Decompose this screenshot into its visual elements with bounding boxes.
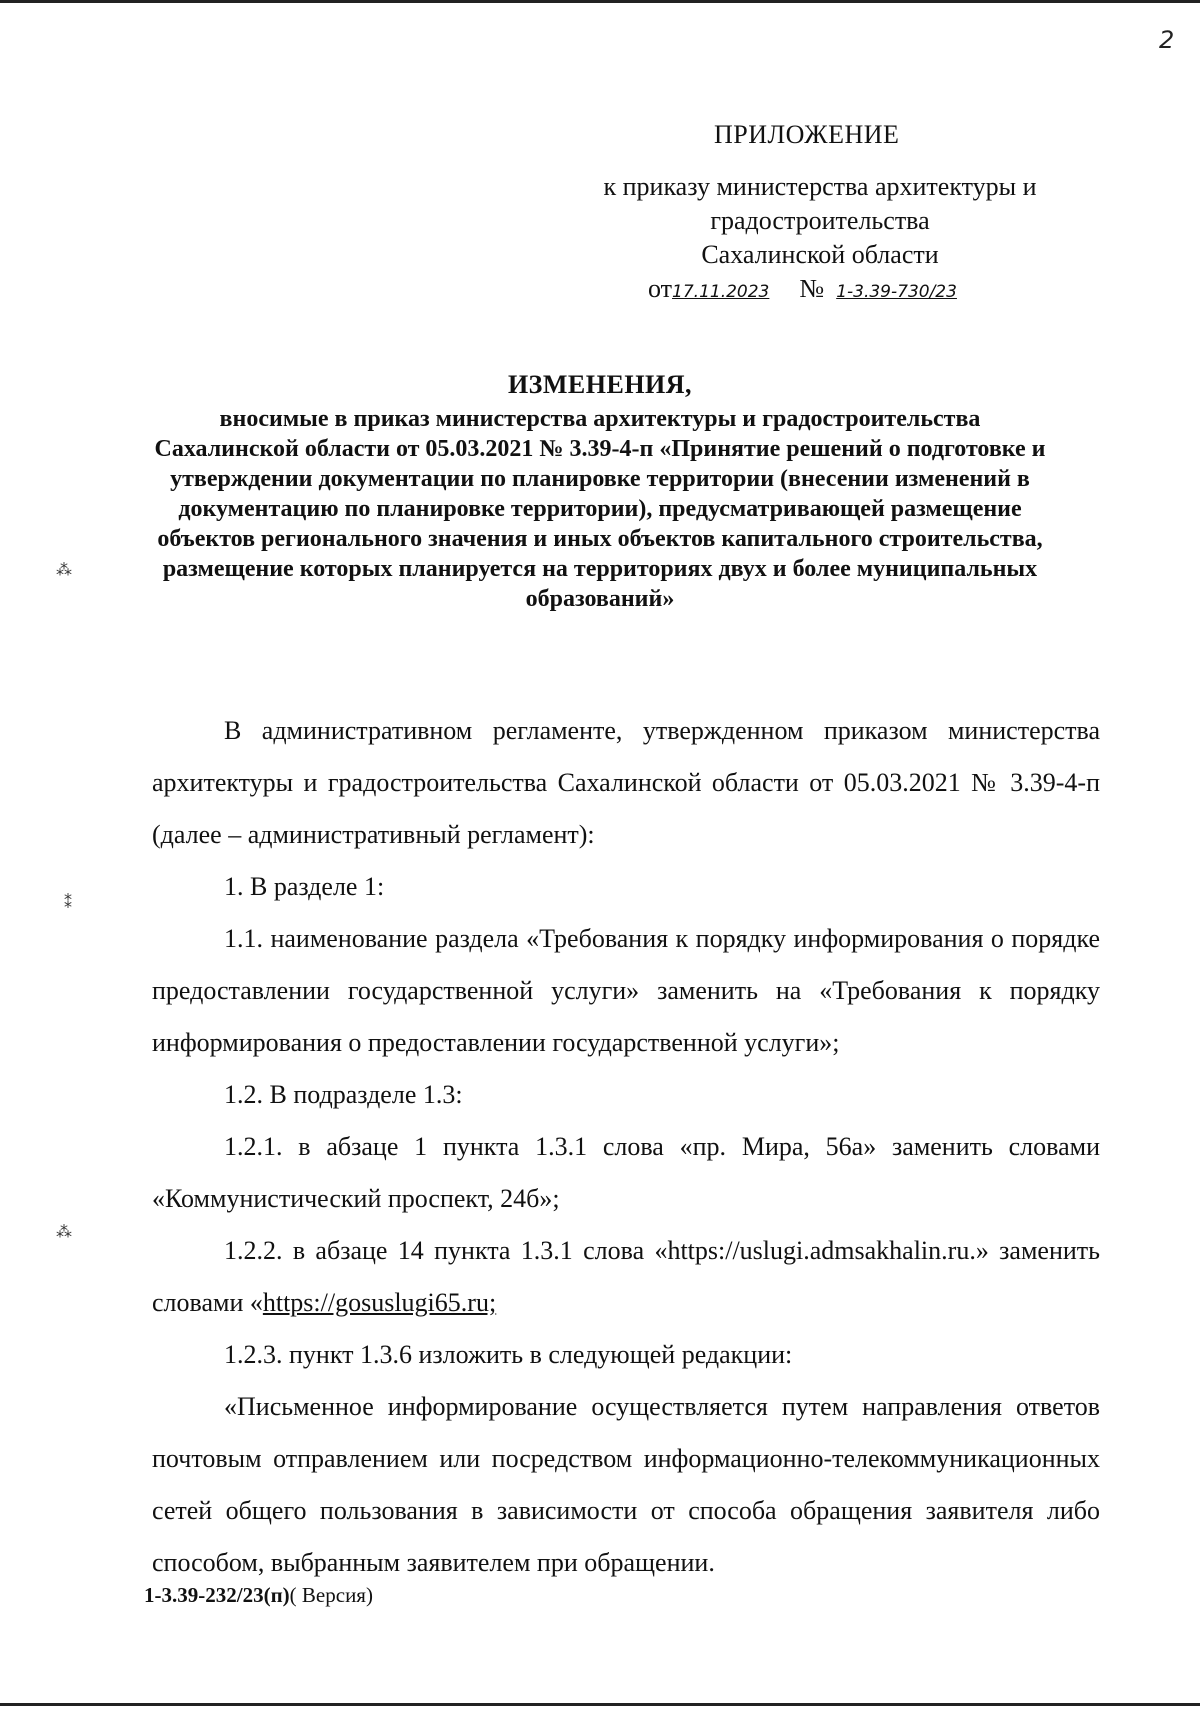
order-date-number-line — [648, 274, 957, 304]
appendix-line-2: градостроительства — [710, 206, 930, 235]
date-prefix: от — [648, 274, 673, 303]
appendix-line-1: к приказу министерства архитектуры и — [603, 172, 1037, 201]
intro-paragraph: В административном регламенте, утвержденном приказом министерства архитектуры и градостроительства Сахалинской области от 05.03.2021 № 3.39-4-п (далее – административный регламент): — [152, 716, 1100, 849]
number-prefix: № — [799, 274, 825, 303]
item-1-2: 1.2. В подразделе 1.3: — [224, 1080, 463, 1109]
gosuslugi-link[interactable]: https://gosuslugi65.ru; — [262, 1288, 497, 1317]
footer-version: ( Версия) — [289, 1583, 373, 1607]
item-1-2-2-text: 1.2.2. в абзаце 14 пункта 1.3.1 слова «https://uslugi.admsakhalin.ru.» заменить словами « — [152, 1236, 1100, 1317]
bottom-border-line — [0, 1703, 1200, 1706]
item-1-1: 1.1. наименование раздела «Требования к порядку информирования о порядке предоставлении государственной услуги» заменить на «Требования к порядку информирования о предоставлении государственной услуги»; — [152, 924, 1100, 1057]
document-body — [152, 705, 1100, 1589]
document-subheading: вносимые в приказ министерства архитектуры и градостроительства Сахалинской области от 05.03.2021 № 3.39-4-п «Принятие решений о подготовке и утверждении документации по планировке территории (внесении изменений в документацию по планировке территории), предусматривающей размещение объектов регионального значения и иных объектов капитального строительства, размещение которых планируется на территориях двух и более муниципальных образований» — [154, 406, 1046, 612]
top-border-line — [0, 0, 1200, 3]
document-heading: ИЗМЕНЕНИЯ, — [507, 370, 693, 399]
item-1: 1. В разделе 1: — [224, 872, 385, 901]
scan-artifact: ⁂ — [56, 560, 72, 579]
item-1-2-2 — [152, 1225, 1100, 1329]
scan-artifact: ⁂ — [56, 1222, 72, 1241]
item-1-2-3: 1.2.3. пункт 1.3.6 изложить в следующей редакции: — [224, 1340, 793, 1369]
item-1-2-1: 1.2.1. в абзаце 1 пункта 1.3.1 слова «пр. Мира, 56а» заменить словами «Коммунистический проспект, 24б»; — [152, 1132, 1100, 1213]
order-date-handwritten: 17.11.2023 — [672, 282, 770, 302]
page-number-mark: 2 — [1159, 26, 1175, 54]
appendix-title: ПРИЛОЖЕНИЕ — [714, 120, 900, 149]
quoted-paragraph: «Письменное информирование осуществляется путем направления ответов почтовым отправлением или посредством информационно-телекоммуникационных сетей общего пользования в зависимости от способа обращения заявителя либо способом, выбранным заявителем при обращении. — [152, 1392, 1100, 1577]
document-footer-code — [144, 1583, 373, 1608]
scan-artifact: ⁑ — [64, 893, 72, 912]
footer-code-number: 1-3.39-232/23(п) — [144, 1583, 290, 1607]
order-number-handwritten: 1-3.39-730/23 — [836, 282, 957, 302]
appendix-line-3: Сахалинской области — [701, 240, 939, 269]
